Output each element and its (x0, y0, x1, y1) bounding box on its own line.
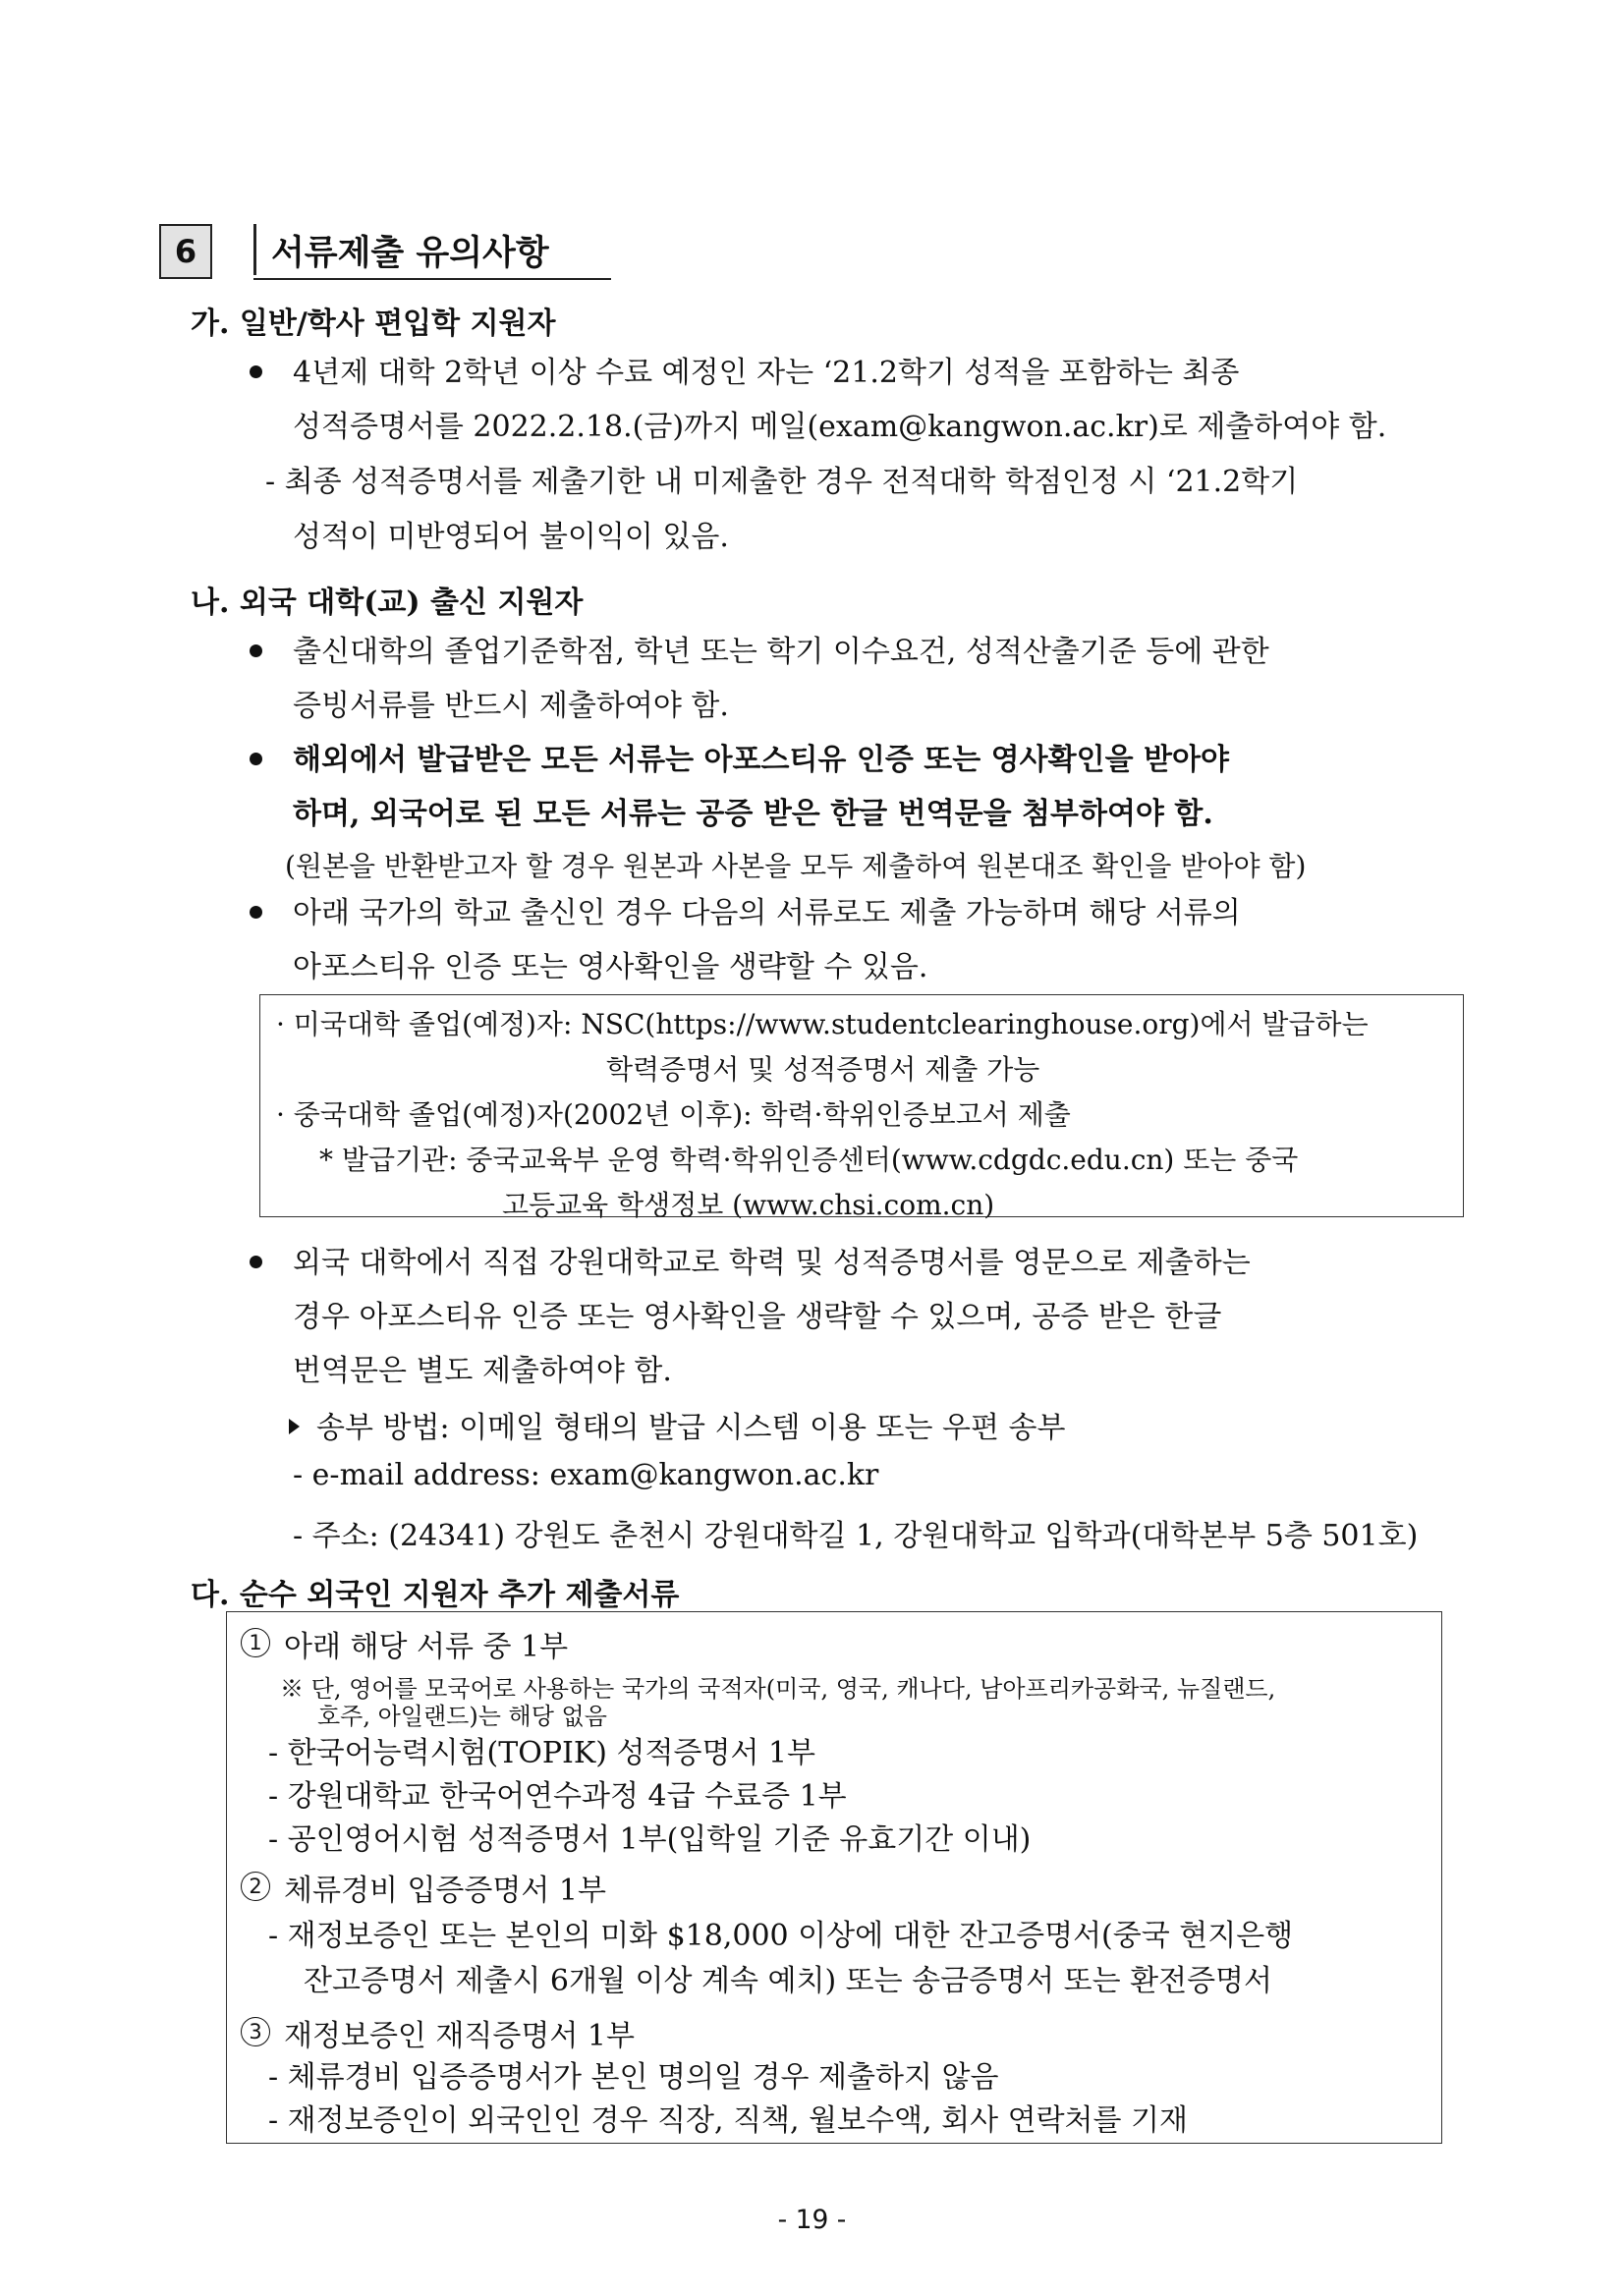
b-bullet2-note: (원본을 반환받고자 할 경우 원본과 사본을 모두 제출하여 원본대조 확인을 받아야 함) (285, 850, 1307, 882)
a-bullet1-line2: 성적증명서를 2022.2.18.(금)까지 메일(exam@kangwon.ac.kr)로 제출하여야 함. (293, 410, 1387, 444)
bullet-dot (250, 1256, 262, 1268)
item2-sub1-line1: - 재정보증인 또는 본인의 미화 $18,000 이상에 대한 잔고증명서(중국 현지은행 (268, 1919, 1294, 1953)
b-bullet4-line1: 외국 대학에서 직접 강원대학교로 학력 및 성적증명서를 영문으로 제출하는 (293, 1246, 1251, 1280)
a-note-line1: - 최종 성적증명서를 제출기한 내 미제출한 경우 전적대학 학점인정 시 ‘21.2학기 (265, 465, 1299, 499)
b-bullet4-line3: 번역문은 별도 제출하여야 함. (293, 1354, 672, 1388)
postal-address: - 주소: (24341) 강원도 춘천시 강원대학길 1, 강원대학교 입학과(대학본부 5층 501호) (293, 1519, 1419, 1553)
item1-sub1: - 한국어능력시험(TOPIK) 성적증명서 1부 (268, 1736, 816, 1770)
bullet-dot (250, 365, 262, 378)
email-address[interactable]: - e-mail address: exam@kangwon.ac.kr (293, 1458, 879, 1492)
b-bullet1-line2: 증빙서류를 반드시 제출하여야 함. (293, 689, 729, 723)
item2-title: 체류경비 입증증명서 1부 (284, 1874, 606, 1908)
item3-sub2: - 재정보증인이 외국인인 경우 직장, 직책, 월보수액, 회사 연락처를 기재 (268, 2103, 1189, 2138)
b-bullet4-line2: 경우 아포스티유 인증 또는 영사확인을 생략할 수 있으며, 공증 받은 한글 (293, 1300, 1222, 1334)
circled-number-2: 2 (241, 1872, 270, 1901)
box-cn-issuer: * 발급기관: 중국교육부 운영 학력·학위인증센터(www.cdgdc.edu.cn) 또는 중국 (319, 1144, 1299, 1176)
page-number: - 19 - (777, 2205, 847, 2235)
heading-c: 다. 순수 외국인 지원자 추가 제출서류 (191, 1578, 680, 1612)
b-bullet2-line2: 하며, 외국어로 된 모든 서류는 공증 받은 한글 번역문을 첨부하여야 함. (293, 797, 1213, 831)
send-method: 송부 방법: 이메일 형태의 발급 시스템 이용 또는 우편 송부 (316, 1411, 1066, 1445)
section-number: 6 (159, 224, 212, 279)
box-us-line2: 학력증명서 및 성적증명서 제출 가능 (606, 1053, 1040, 1086)
section-title-bar (253, 224, 256, 275)
item1-sub3: - 공인영어시험 성적증명서 1부(입학일 기준 유효기간 이내) (268, 1822, 1032, 1857)
heading-b: 나. 외국 대학(교) 출신 지원자 (191, 586, 584, 620)
box-cn-line1: · 중국대학 졸업(예정)자(2002년 이후): 학력·학위인증보고서 제출 (276, 1098, 1071, 1131)
b-bullet3-line1: 아래 국가의 학교 출신인 경우 다음의 서류로도 제출 가능하며 해당 서류의 (293, 896, 1241, 930)
heading-a: 가. 일반/학사 편입학 지원자 (191, 307, 556, 341)
box-us-line1: · 미국대학 졸업(예정)자: NSC(https://www.studentclearinghouse.org)에서 발급하는 (276, 1008, 1369, 1040)
additional-documents-box (226, 1611, 1442, 2144)
bullet-dot (250, 644, 262, 657)
bullet-dot (250, 753, 262, 765)
item1-sub2: - 강원대학교 한국어연수과정 4급 수료증 1부 (268, 1779, 847, 1814)
a-note-line2: 성적이 미반영되어 불이익이 있음. (293, 520, 729, 554)
country-exception-box (259, 994, 1464, 1221)
b-bullet2-line1: 해외에서 발급받은 모든 서류는 아포스티유 인증 또는 영사확인을 받아야 (293, 743, 1229, 777)
item1-note-line1: ※ 단, 영어를 모국어로 사용하는 국가의 국적자(미국, 영국, 캐나다, 남아프리카공화국, 뉴질랜드, (280, 1675, 1276, 1703)
item1-title: 아래 해당 서류 중 1부 (284, 1630, 569, 1664)
bullet-dot (250, 906, 262, 919)
arrow-icon (289, 1419, 300, 1434)
item2-sub1-line2: 잔고증명서 제출시 6개월 이상 계속 예치) 또는 송금증명서 또는 환전증명서 (304, 1964, 1273, 1998)
circled-number-1: 1 (241, 1628, 270, 1657)
box-cn-issuer-line2: 고등교육 학생정보 (www.chsi.com.cn) (502, 1189, 995, 1221)
section-title-underline (253, 278, 611, 280)
item3-sub1: - 체류경비 입증증명서가 본인 명의일 경우 제출하지 않음 (268, 2060, 999, 2095)
a-bullet1-line1: 4년제 대학 2학년 이상 수료 예정인 자는 ‘21.2학기 성적을 포함하는 최종 (293, 356, 1240, 390)
item1-note-line2: 호주, 아일랜드)는 해당 없음 (317, 1703, 607, 1730)
item3-title: 재정보증인 재직증명서 1부 (284, 2019, 635, 2053)
b-bullet1-line1: 출신대학의 졸업기준학점, 학년 또는 학기 이수요건, 성적산출기준 등에 관한 (293, 635, 1269, 669)
circled-number-3: 3 (241, 2017, 270, 2046)
b-bullet3-line2: 아포스티유 인증 또는 영사확인을 생략할 수 있음. (293, 950, 928, 984)
section-title: 서류제출 유의사항 (271, 234, 549, 273)
